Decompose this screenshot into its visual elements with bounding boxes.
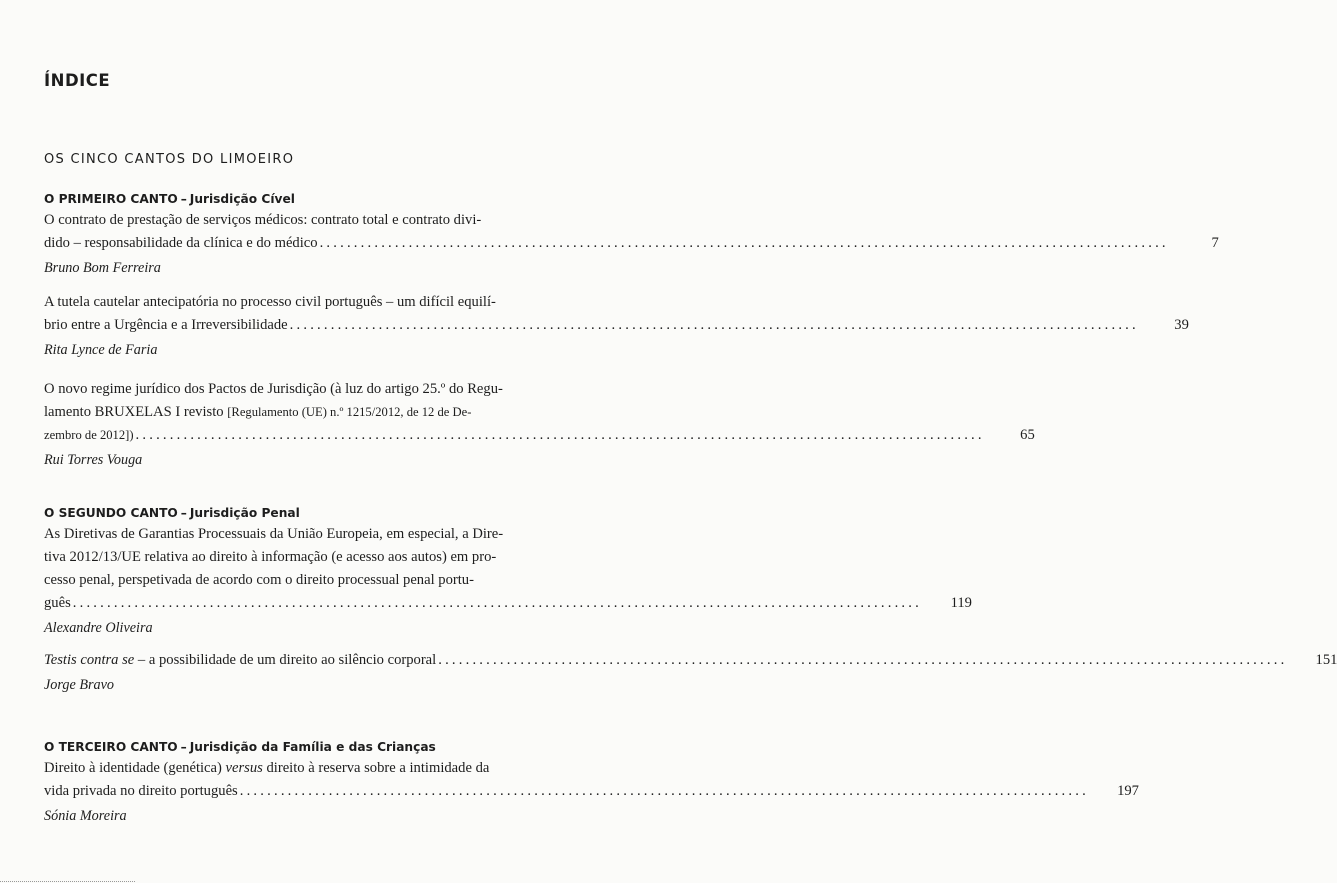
entry-title-line: A tutela cautelar antecipatória no processo civil português – um difícil equilí- [44,294,496,310]
toc-entry [44,757,1139,828]
entry-title-end: brio entre a Urgência e a Irreversibilidade [44,317,288,333]
toc-entry [44,209,1219,280]
entry-title-part: lamento BRUXELAS I revisto [44,404,228,420]
entry-author: Sónia Moreira [44,808,127,824]
entry-title-part: Direito à identidade (genética) [44,760,226,776]
canto-label: O TERCEIRO CANTO [44,740,178,754]
canto-subtitle: Jurisdição Penal [189,506,300,520]
canto-dash: – [180,192,187,206]
entry-title-line: O contrato de prestação de serviços médicos: contrato total e contrato divi- [44,212,482,228]
page-edge-divider [0,881,135,882]
entry-title-line: O novo regime jurídico dos Pactos de Jurisdição (à luz do artigo 25.º do Regu- [44,381,503,397]
entry-title-line: As Diretivas de Garantias Processuais da União Europeia, em especial, a Dire- [44,526,504,542]
entry-title-end: guês [44,595,71,611]
canto-dash: – [180,506,187,520]
entry-title-line: tiva 2012/13/UE relativa ao direito à informação (e acesso aos autos) em pro- [44,549,497,565]
canto-heading-3 [44,737,556,757]
dot-leader: ............................................................................................................................ [319,235,1169,251]
page-number: 39 [1174,317,1189,333]
entry-title-line: cesso penal, perspetivada de acordo com o direito processual penal portu- [44,572,474,588]
entry-leader-line [44,649,1337,672]
entry-author: Jorge Bravo [44,677,114,693]
dot-leader: ............................................................................................................................ [289,317,1139,333]
canto-subtitle: Jurisdição da Família e das Crianças [189,740,436,754]
toc-entry [44,649,1337,697]
entry-author: Rita Lynce de Faria [44,342,158,358]
entry-title-italic: Testis contra se [44,652,135,668]
entry-leader-line [44,780,1139,803]
dot-leader: ............................................................................................................................ [72,595,922,611]
page-number: 151 [1315,652,1337,668]
toc-entry [44,378,1035,472]
page-title: ÍNDICE [44,71,111,90]
entry-title-line [44,401,556,424]
entry-leader-line [44,314,1189,337]
dot-leader: ............................................................................................................................ [135,427,985,443]
canto-heading-2 [44,503,556,523]
canto-subtitle: Jurisdição Cível [189,192,295,206]
entry-title-line [44,757,556,780]
entry-author: Rui Torres Vouga [44,452,143,468]
entry-title-end: zembro de 2012]) [44,428,134,442]
entry-title-italic: versus [225,760,263,776]
entry-title-end: vida privada no direito português [44,783,238,799]
dot-leader: ............................................................................................................................ [438,652,1288,668]
canto-dash: – [180,740,187,754]
canto-label: O SEGUNDO CANTO [44,506,178,520]
entry-leader-line [44,232,1219,255]
entry-title-end: dido – responsabilidade da clínica e do médico [44,235,318,251]
toc-entry [44,523,972,640]
page-number: 119 [950,595,972,611]
canto-label: O PRIMEIRO CANTO [44,192,178,206]
page-number: 65 [1020,427,1035,443]
dot-leader: ............................................................................................................................ [239,783,1089,799]
entry-title-part-small: [Regulamento (UE) n.º 1215/2012, de 12 de De- [227,405,472,419]
entry-title-end: – a possibilidade de um direito ao silêncio corporal [134,652,437,668]
entry-leader-line [44,424,1035,447]
page-number: 7 [1211,235,1219,251]
canto-heading-1 [44,189,556,209]
book-title: OS CINCO CANTOS DO LIMOEIRO [44,152,295,167]
entry-author: Bruno Bom Ferreira [44,260,161,276]
page-number: 197 [1117,783,1139,799]
toc-entry [44,291,1189,362]
entry-leader-line [44,592,972,615]
entry-title-part: direito à reserva sobre a intimidade da [262,760,490,776]
entry-author: Alexandre Oliveira [44,620,153,636]
